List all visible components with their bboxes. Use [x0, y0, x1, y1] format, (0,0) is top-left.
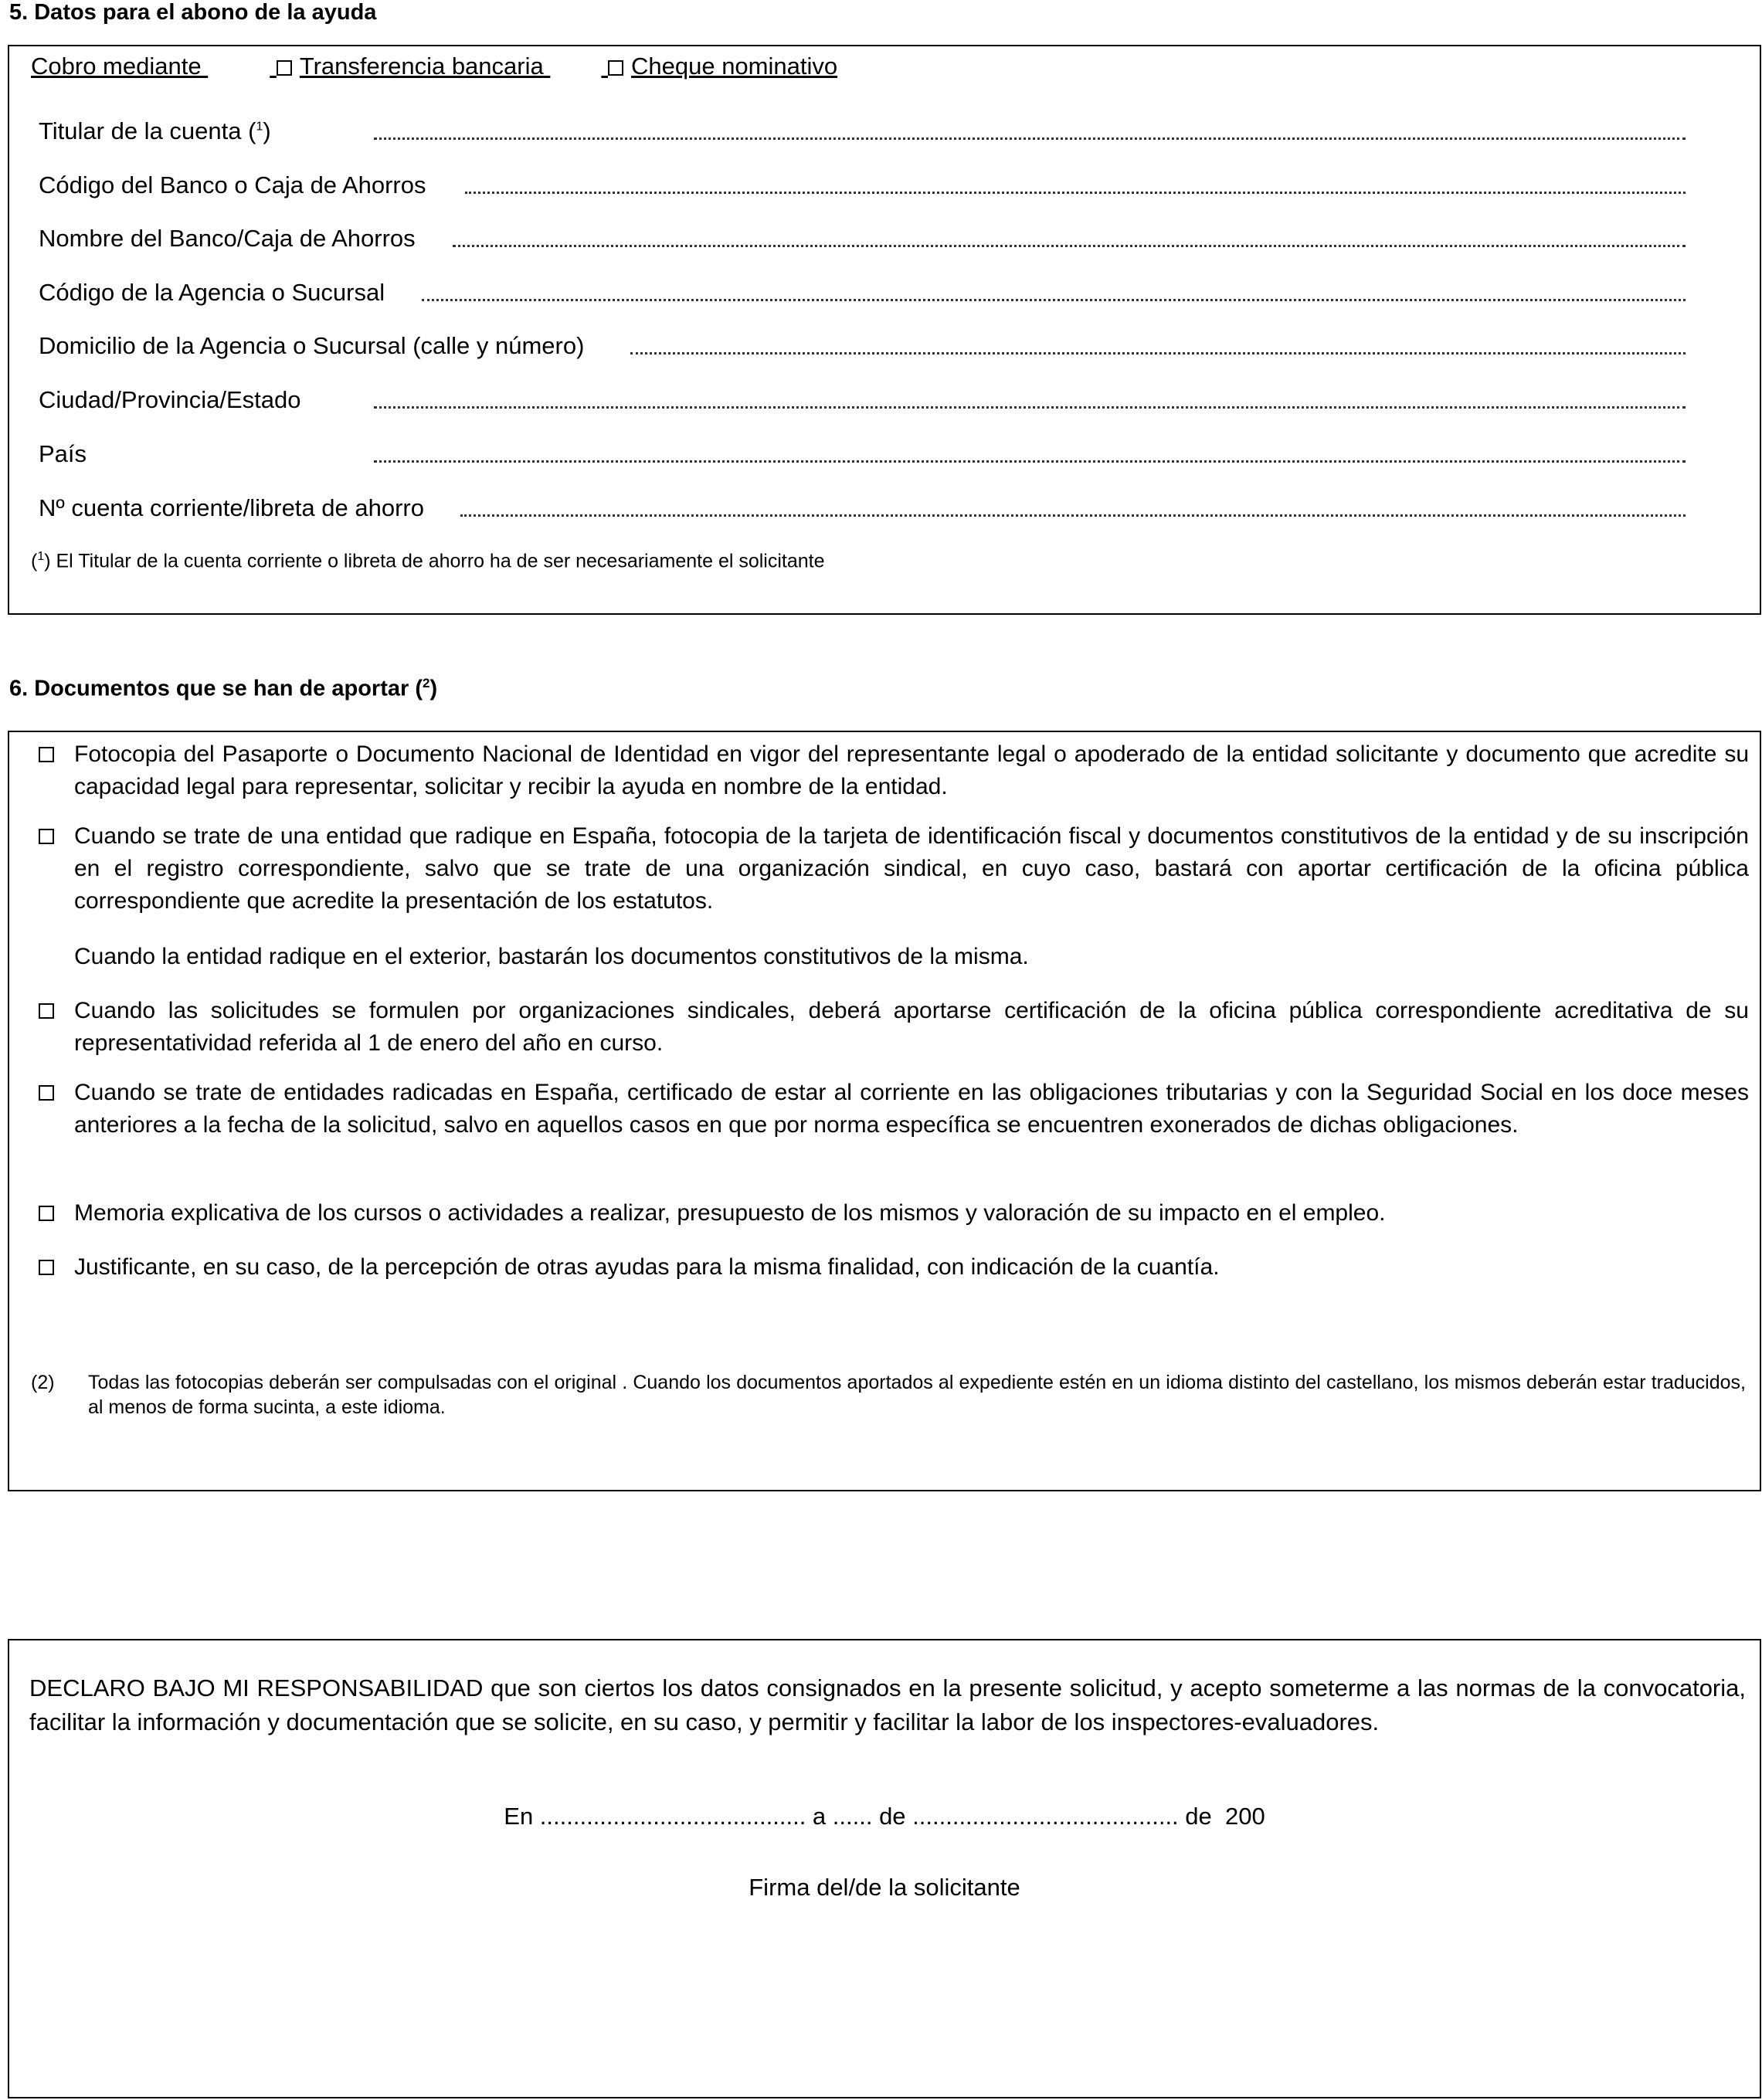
- doc-item-text: Justificante, en su caso, de la percepción de otras ayudas para la misma finalidad, con indicación de la cuantía.: [74, 1254, 1220, 1280]
- field-row: [39, 117, 1686, 148]
- doc-checkbox[interactable]: [39, 1003, 54, 1019]
- section6-title: [9, 676, 437, 702]
- field-row: [39, 332, 1686, 363]
- codigo-agencia-input[interactable]: [422, 299, 1686, 301]
- footnote-ref: 1: [256, 120, 263, 134]
- footnote-sup: 1: [37, 550, 45, 563]
- place-date-line[interactable]: En ........................................ a ...... de ........................................ de 200: [504, 1803, 1265, 1830]
- field-row: [39, 225, 1686, 256]
- footnote-text: ) El Titular de la cuenta corriente o libreta de ahorro ha de ser necesariamente el solicitante: [44, 550, 825, 572]
- field-row: [39, 171, 1686, 202]
- field-label-codigo-banco: Código del Banco o Caja de Ahorros: [39, 171, 426, 198]
- doc-item-text: Fotocopia del Pasaporte o Documento Nacional de Identidad en vigor del representante legal o apoderado de la entidad solicitante y documento que acredite su capacidad legal para representar, solicitar y recibir la ayuda en nombre de la entidad.: [74, 741, 1749, 799]
- cobro-row: [31, 53, 837, 80]
- doc-item-text: Cuando se trate de una entidad que radique en España, fotocopia de la tarjeta de identificación fiscal y documentos constitutivos de la entidad y de su inscripción en el registro correspondiente, salvo que se trate de una organización sindical, en cuyo caso, bastará con aportar certificación de la oficina pública correspondiente que acredite la presentación de los estatutos.: [74, 823, 1749, 914]
- field-row: [39, 494, 1686, 525]
- section5-footnote: [31, 550, 825, 572]
- cheque-label: Cheque nominativo: [630, 53, 838, 80]
- field-label-ciudad: Ciudad/Provincia/Estado: [39, 386, 301, 413]
- domicilio-input[interactable]: [630, 352, 1686, 355]
- pais-input[interactable]: [374, 460, 1686, 463]
- doc-item: [39, 995, 1749, 1060]
- doc-exterior-note: [39, 941, 1749, 973]
- section6-title-text: 6. Documentos que se han de aportar (: [9, 676, 423, 701]
- field-label-titular: Titular de la cuenta (: [39, 117, 256, 144]
- footnote-open: (: [31, 550, 38, 572]
- declaration-box: [8, 1639, 1761, 2098]
- field-label-pais: País: [39, 440, 87, 467]
- doc-checkbox[interactable]: [39, 829, 54, 844]
- doc-checkbox[interactable]: [39, 1206, 54, 1221]
- doc-item: [39, 1197, 1749, 1230]
- codigo-banco-input[interactable]: [465, 192, 1686, 194]
- section5-box: [8, 45, 1761, 615]
- doc-item: [39, 820, 1749, 918]
- doc-checkbox[interactable]: [39, 1260, 54, 1275]
- footnote-body: Todas las fotocopias deberán ser compulsadas con el original . Cuando los documentos aportados al expediente estén en un idioma distinto del castellano, los mismos deberán estar traducidos, al menos de forma sucinta, a este idioma.: [88, 1372, 1746, 1418]
- doc-item-text: Cuando se trate de entidades radicadas en España, certificado de estar al corriente en las obligaciones tributarias y con la Seguridad Social en los doce meses anteriores a la fecha de la solicitud, salvo en aquellos casos en que por norma específica se encuentren exonerados de dichas obligaciones.: [74, 1080, 1749, 1138]
- doc-checkbox[interactable]: [39, 747, 54, 762]
- nombre-banco-input[interactable]: [453, 245, 1686, 247]
- section6-title-sup: 2: [423, 676, 430, 690]
- doc-item-text: Cuando las solicitudes se formulen por organizaciones sindicales, deberá aportarse certificación de la oficina pública correspondiente acreditativa de su representatividad referida al 1 de enero del año en curso.: [74, 998, 1749, 1056]
- doc-exterior-text: Cuando la entidad radique en el exterior, bastarán los documentos constitutivos de la misma.: [74, 944, 1029, 969]
- doc-item: [39, 738, 1749, 803]
- field-row: [39, 440, 1686, 471]
- declaration-text: DECLARO BAJO MI RESPONSABILIDAD que son ciertos los datos consignados en la presente solicitud, y acepto someterme a las normas de la convocatoria, facilitar la información y documentación que se solicite, en su caso, y permitir y facilitar la labor de los inspectores-evaluadores.: [29, 1674, 1746, 1735]
- doc-item: [39, 1077, 1749, 1142]
- field-row: [39, 279, 1686, 310]
- cuenta-input[interactable]: [460, 514, 1686, 517]
- field-label-nombre-banco: Nombre del Banco/Caja de Ahorros: [39, 225, 416, 252]
- field-label-codigo-agencia: Código de la Agencia o Sucursal: [39, 279, 385, 306]
- cheque-checkbox[interactable]: [608, 60, 623, 76]
- titular-input[interactable]: [374, 137, 1686, 140]
- section5-title: 5. Datos para el abono de la ayuda: [9, 0, 377, 25]
- signature-label: Firma del/de la solicitante: [749, 1874, 1020, 1901]
- field-label-cuenta: Nº cuenta corriente/libreta de ahorro: [39, 494, 424, 521]
- section6-title-close: ): [429, 676, 438, 701]
- doc-item-text: Memoria explicativa de los cursos o actividades a realizar, presupuesto de los mismos y valoración de su impacto en el empleo.: [74, 1200, 1386, 1226]
- field-label-close: ): [263, 117, 271, 144]
- transfer-label: Transferencia bancaria: [299, 53, 544, 80]
- footnote-num: (2): [31, 1372, 55, 1393]
- field-label-domicilio: Domicilio de la Agencia o Sucursal (calle y número): [39, 332, 585, 359]
- doc-checkbox[interactable]: [39, 1085, 54, 1101]
- section6-box: [8, 731, 1761, 1491]
- section6-footnote: [31, 1370, 1746, 1420]
- field-row: [39, 386, 1686, 417]
- ciudad-input[interactable]: [374, 406, 1686, 409]
- doc-item: [39, 1251, 1749, 1284]
- cobro-label: Cobro mediante: [31, 53, 202, 80]
- transfer-checkbox[interactable]: [277, 60, 292, 76]
